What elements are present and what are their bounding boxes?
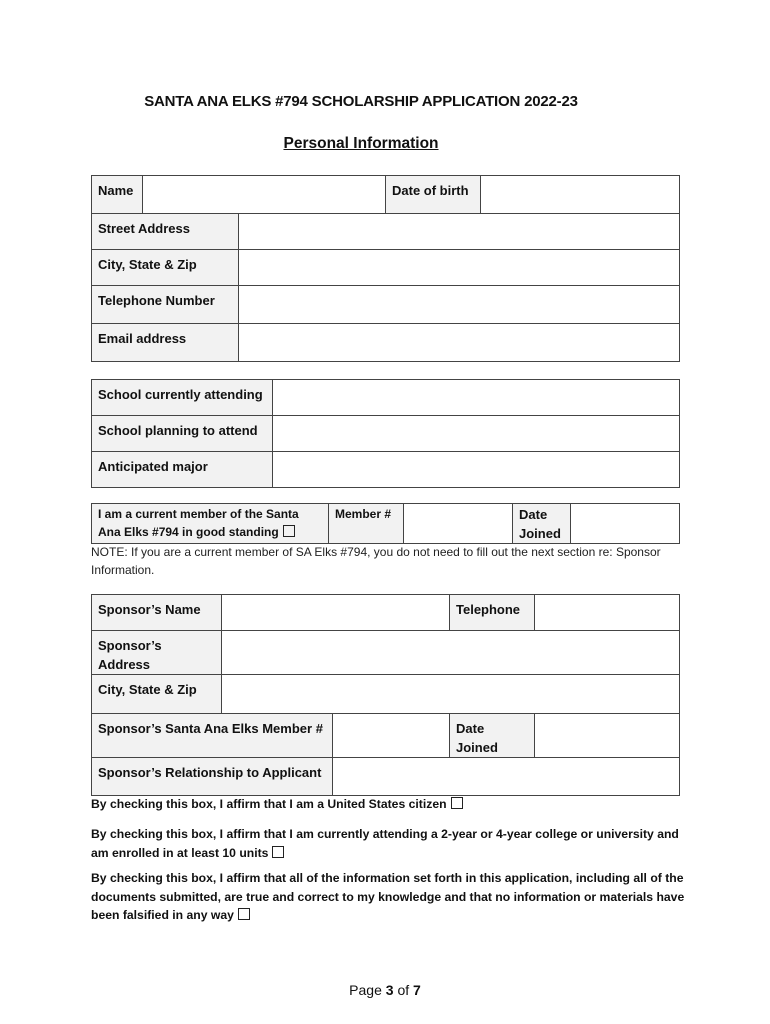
- street-label: Street Address: [92, 214, 239, 250]
- sponsor-member-number-field[interactable]: [333, 714, 450, 758]
- street-field[interactable]: [239, 214, 680, 250]
- sponsor-telephone-label: Telephone: [450, 595, 535, 631]
- email-label: Email address: [92, 324, 239, 362]
- affirmation-citizen: By checking this box, I affirm that I am a United States citizen: [91, 795, 691, 814]
- truthfulness-checkbox[interactable]: [238, 908, 250, 920]
- section-title: Personal Information: [283, 135, 439, 152]
- of-word: of: [397, 982, 410, 998]
- membership-table: [91, 503, 680, 544]
- planned-school-label: School planning to attend: [92, 416, 273, 452]
- page-footer: [0, 982, 770, 998]
- address-table: [91, 213, 680, 362]
- school-table: [91, 379, 680, 488]
- sponsor-telephone-field[interactable]: [535, 595, 680, 631]
- document-title: SANTA ANA ELKS #794 SCHOLARSHIP APPLICATION 2022-23: [144, 93, 578, 110]
- email-field[interactable]: [239, 324, 680, 362]
- major-label: Anticipated major: [92, 452, 273, 488]
- dob-label: Date of birth: [386, 176, 481, 215]
- city-field[interactable]: [239, 250, 680, 286]
- sponsor-table: [91, 594, 680, 796]
- enrollment-checkbox[interactable]: [272, 846, 284, 858]
- page-current: 3: [385, 982, 394, 998]
- date-joined-label: Date Joined: [513, 504, 571, 544]
- membership-statement: I am a current member of the Santa Ana Elks #794 in good standing: [92, 504, 329, 544]
- date-joined-field[interactable]: [571, 504, 680, 544]
- member-number-field[interactable]: [404, 504, 513, 544]
- sponsor-address-label: Sponsor’s Address: [92, 631, 222, 675]
- sponsor-member-number-label: Sponsor’s Santa Ana Elks Member #: [92, 714, 333, 758]
- page-total: 7: [413, 982, 421, 998]
- affirmation-enrollment: By checking this box, I affirm that I am currently attending a 2-year or 4-year college or university and am enrolled in at least 10 units: [91, 827, 679, 860]
- sponsor-city-field[interactable]: [222, 675, 680, 714]
- sponsor-relationship-field[interactable]: [333, 758, 680, 796]
- membership-note: NOTE: If you are a current member of SA Elks #794, you do not need to fill out the next section re: Sponsor Information.: [91, 545, 661, 577]
- sponsor-city-label: City, State & Zip: [92, 675, 222, 714]
- citizen-checkbox[interactable]: [451, 797, 463, 809]
- member-number-label: Member #: [329, 504, 404, 544]
- sponsor-address-field[interactable]: [222, 631, 680, 675]
- member-checkbox[interactable]: [283, 525, 295, 537]
- dob-field[interactable]: [481, 176, 680, 215]
- city-label: City, State & Zip: [92, 250, 239, 286]
- sponsor-name-field[interactable]: [222, 595, 450, 631]
- sponsor-date-joined-label: Date Joined: [450, 714, 535, 758]
- major-field[interactable]: [273, 452, 680, 488]
- current-school-field[interactable]: [273, 380, 680, 416]
- planned-school-field[interactable]: [273, 416, 680, 452]
- sponsor-name-label: Sponsor’s Name: [92, 595, 222, 631]
- affirmation-truthfulness: By checking this box, I affirm that all of the information set forth in this application, including all of the documents submitted, are true and correct to my knowledge and that no information or materials have been falsified in any way: [91, 871, 685, 922]
- phone-field[interactable]: [239, 286, 680, 324]
- name-label: Name: [92, 176, 143, 215]
- current-school-label: School currently attending: [92, 380, 273, 416]
- page-word: Page: [349, 982, 382, 998]
- phone-label: Telephone Number: [92, 286, 239, 324]
- personal-info-table: [91, 175, 680, 215]
- name-field[interactable]: [143, 176, 386, 215]
- sponsor-relationship-label: Sponsor’s Relationship to Applicant: [92, 758, 333, 796]
- sponsor-date-joined-field[interactable]: [535, 714, 680, 758]
